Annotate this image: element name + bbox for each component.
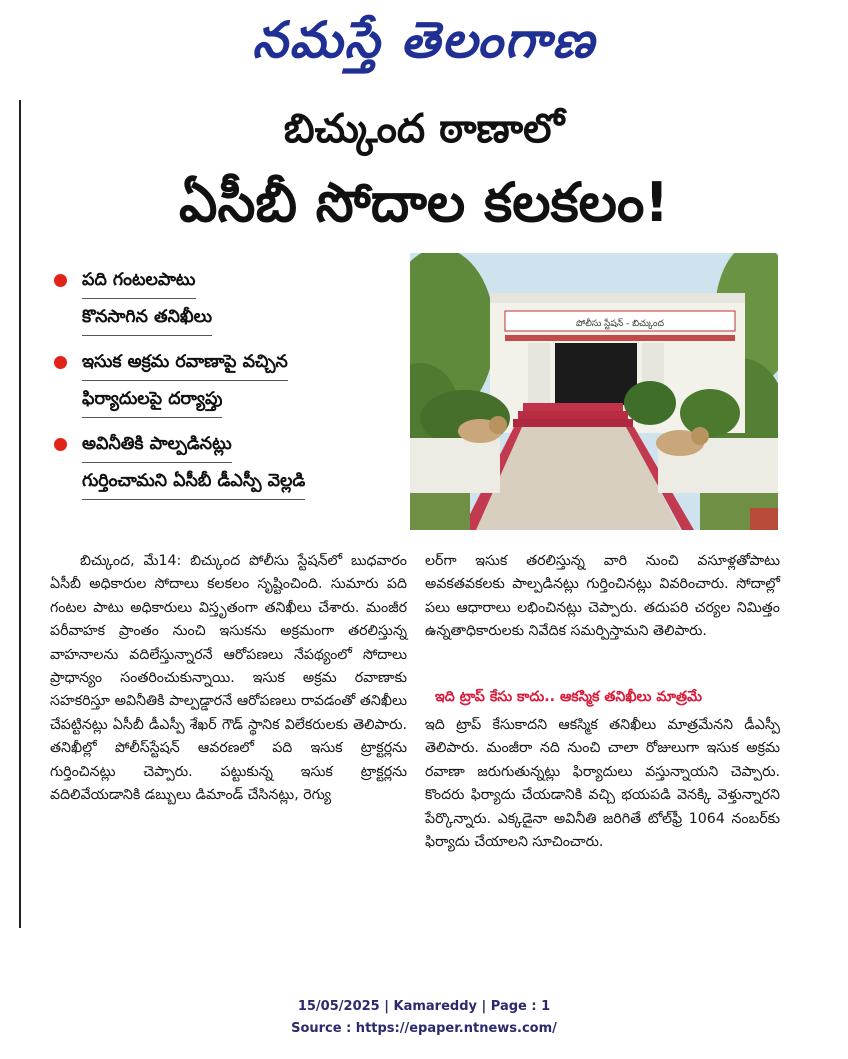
- highlight-line: పది గంటలపాటు: [82, 262, 196, 299]
- article-kicker: బిచ్కుంద ఠాణాలో: [283, 106, 565, 152]
- highlight-line: గుర్తించామని ఏసీబీ డీఎస్పీ వెల్లడి: [82, 463, 305, 500]
- highlight-line: కొనసాగిన తనిఖీలు: [82, 299, 212, 336]
- police-station-photo: [410, 253, 778, 530]
- highlight-item: [50, 262, 410, 336]
- highlight-line: ఇసుక అక్రమ రవాణాపై వచ్చిన: [82, 344, 288, 381]
- highlight-item: [50, 426, 410, 500]
- page-footer: [0, 996, 848, 1040]
- article-body-column-2b: ఇది ట్రాప్ కేసుకాదని ఆకస్మిక తనిఖీలు మాత్రమేనని డీఎస్పీ తెలిపారు. మంజీరా నది నుంచి చాలా రోజులుగా ఇసుక అక్రమ రవాణా జరుగుతున్నట్లు ఫిర్యాదులు వస్తున్నాయని చెప్పారు. కొందరు ఫిర్యాదు చేయడానికి వచ్చి భయపడి వెనక్కి వెళ్తున్నారని పేర్కొన్నారు. ఎక్కడైనా అవినీతి జరిగితే టోల్‌ఫ్రీ 1064 నంబర్‌కు ఫిర్యాదు చేయాలని సూచించారు.: [425, 717, 780, 851]
- highlight-line: అవినీతికి పాల్పడినట్లు: [82, 426, 232, 463]
- footer-source-link[interactable]: Source : https://epaper.ntnews.com/: [291, 1021, 557, 1036]
- bullet-icon: [54, 438, 67, 451]
- bullet-icon: [54, 356, 67, 369]
- masthead-logo: నమస్తే తెలంగాణ: [252, 11, 596, 69]
- building-board-text: పోలీసు స్టేషన్ - బిచ్కుంద: [576, 319, 664, 329]
- article-subheading: ఇది ట్రాప్ కేసు కాదు.. ఆకస్మిక తనిఖీలు మాత్రమే: [435, 689, 702, 705]
- highlight-line: ఫిర్యాదులపై దర్యాప్తు: [82, 381, 222, 418]
- article-headline: ఏసీబీ సోదాల కలకలం!: [179, 171, 669, 234]
- highlight-item: [50, 344, 410, 418]
- footer-date-edition: 15/05/2025 | Kamareddy | Page : 1: [297, 999, 551, 1014]
- article-body-column-1: బిచ్కుంద, మే14: బిచ్కుంద పోలీసు స్టేషన్‌లో బుధవారం ఏసీబీ అధికారుల సోదాలు కలకలం సృష్టించింది. సుమారు పది గంటల పాటు అధికారులు విస్తృతంగా తనిఖీలు చేశారు. మంజీర పరీవాహక ప్రాంతం నుంచి ఇసుకను అక్రమంగా తరలిస్తున్న వాహనాలను వదిలేస్తున్నారనే ఆరోపణలు నేపథ్యంలో సోదాలు ప్రాధాన్యం సంతరించుకున్నాయి. ఇసుక అక్రమ రవాణాకు సహకరిస్తూ అవినీతికి పాల్పడ్డారనే ఆరోపణలు రావడంతో తనిఖీలు చేపట్టినట్లు ఏసీబీ డీఎస్పీ శేఖర్ గౌడ్ స్థానిక విలేకరులకు తెలిపారు. తనిఖీల్లో పోలీస్‌స్టేషన్ ఆవరణలో పది ఇసుక ట్రాక్టర్లను గుర్తించినట్లు చెప్పారు. పట్టుకున్న ఇసుక ట్రాక్టర్లను వదిలివేయడానికి డబ్బులు డిమాండ్ చేసినట్లు, రెగ్యు: [50, 553, 407, 804]
- highlights-list: [50, 262, 410, 508]
- article-body-column-2: లర్‌గా ఇసుక తరలిస్తున్న వారి నుంచి వసూళ్లతోపాటు అవకతవకలకు పాల్పడినట్లు గుర్తించినట్లు వివరించారు. సోదాల్లో పలు ఆధారాలు లభించినట్లు చెప్పారు. తదుపరి చర్యల నిమిత్తం ఉన్నతాధికారులకు నివేదిక సమర్పిస్తామని తెలిపారు.: [425, 553, 780, 640]
- photo-illustration: [410, 253, 778, 530]
- bullet-icon: [54, 274, 67, 287]
